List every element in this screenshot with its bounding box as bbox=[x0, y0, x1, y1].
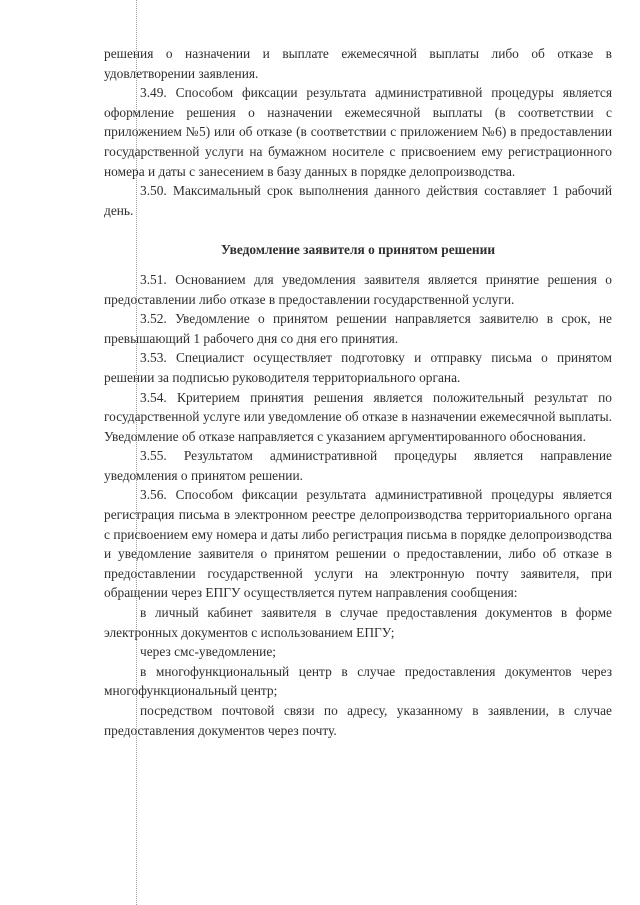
paragraph-3-55: 3.55. Результатом административной процедуры является направление уведомления о принятом решении. bbox=[104, 448, 612, 483]
section-heading: Уведомление заявителя о принятом решении bbox=[220, 242, 496, 258]
list-item-mfc: в многофункциональный центр в случае предоставления документов через многофункциональный центр; bbox=[104, 663, 612, 699]
paragraph-continuation: решения о назначении и выплате ежемесячной выплаты либо об отказе в удовлетворении заявления. bbox=[104, 46, 612, 81]
paragraph-3-52: 3.52. Уведомление о принятом решении направляется заявителю в срок, не превышающий 1 рабочего дня со дня его принятия. bbox=[104, 311, 612, 346]
list-item-post: посредством почтовой связи по адресу, указанному в заявлении, в случае предоставления документов через почту. bbox=[104, 703, 612, 738]
paragraph-3-53: 3.53. Специалист осуществляет подготовку и отправку письма о принятом решении за подписью руководителя территориального органа. bbox=[104, 350, 612, 385]
paragraph-3-50: 3.50. Максимальный срок выполнения данного действия составляет 1 рабочий день. bbox=[104, 183, 612, 218]
paragraph-3-54: 3.54. Критерием принятия решения является положительный результат по государственной услуге или уведомление об отказе в назначении ежемесячной выплаты. Уведомление об отказе направляется с указанием аргументированного обоснования. bbox=[104, 389, 612, 444]
list-item-sms: через смс-уведомление; bbox=[140, 644, 276, 660]
document-body bbox=[104, 44, 612, 740]
list-item-personal-account: в личный кабинет заявителя в случае предоставления документов в форме электронных документов с использованием ЕПГУ; bbox=[104, 605, 612, 640]
paragraph-3-51: 3.51. Основанием для уведомления заявителя является принятие решения о предоставлении либо отказе в предоставлении государственной услуги. bbox=[104, 271, 612, 307]
paragraph-3-56: 3.56. Способом фиксации результата административной процедуры является регистрация письма в электронном реестре делопроизводства территориального органа с присвоением ему номера и даты либо регистрация письма в порядке делопроизводства и уведомление заявителя о принятом решении о предоставлении, либо об отказе в предоставлении государственной услуги на электронную почту заявителя, при обращении через ЕПГУ осуществляется путем направления сообщения: bbox=[104, 487, 612, 601]
paragraph-3-49: 3.49. Способом фиксации результата административной процедуры является оформление решения о назначении ежемесячной выплаты (в соответствии с приложением №5) или об отказе (в соответствии с приложением №6) в предоставлении государственной услуги на бумажном носителе с присвоением ему регистрационного номера и даты с занесением в базу данных в порядке делопроизводства. bbox=[104, 85, 612, 179]
